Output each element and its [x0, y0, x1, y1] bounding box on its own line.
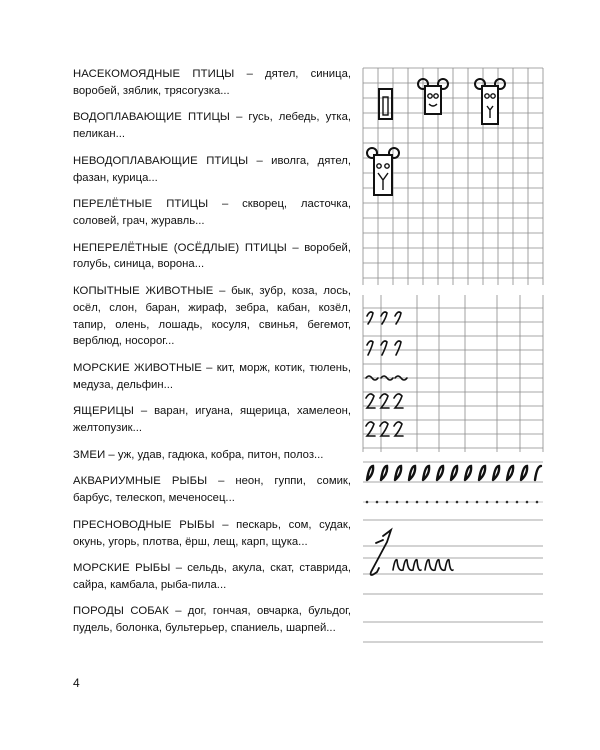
page-number: 4 [73, 676, 80, 690]
vocabulary-entry [73, 66, 351, 100]
entry-examples: кит, морж, котик, тюлень, медуза, дельфин... [73, 361, 351, 391]
entry-separator: – [168, 605, 188, 618]
vocabulary-entry [73, 240, 351, 274]
entry-category: ПЕРЕЛЁТНЫЕ ПТИЦЫ [73, 198, 209, 211]
vocabulary-entry [73, 196, 351, 230]
entry-examples: гусь, лебедь, утка, пеликан... [73, 111, 351, 141]
entry-examples: пескарь, сом, судак, окунь, угорь, плотва, ёрш, лещ, карп, щука... [73, 518, 352, 548]
entry-separator: – [234, 68, 266, 80]
handwriting-practice-area [361, 60, 547, 660]
entry-category: ЯЩЕРИЦЫ [73, 405, 134, 418]
entry-category: ПОРОДЫ СОБАК [73, 605, 169, 618]
cursive-sh-strokes [393, 560, 453, 571]
handwriting-strokes [366, 312, 407, 436]
entry-examples: дятел, синица, воробей, зяблик, трясогузка... [73, 68, 351, 97]
entry-examples: бык, зубр, коза, лось, осёл, слон, баран, жираф, зебра, кабан, козёл, тапир, олень, лошадь, косуля, свинья, бегемот, верблюд, носорог... [73, 284, 352, 348]
entry-category: ВОДОПЛАВАЮЩИЕ ПТИЦЫ [73, 111, 231, 124]
vocabulary-entry [73, 603, 351, 637]
entry-examples: иволга, дятел, фазан, курица... [73, 154, 351, 184]
entry-separator: – [105, 448, 118, 461]
entry-separator: – [286, 241, 305, 254]
vocabulary-entry [73, 447, 351, 464]
vocabulary-entry [73, 403, 351, 437]
entry-examples: уж, удав, гадюка, кобра, питон, полоз... [117, 448, 324, 461]
entry-category: НАСЕКОМОЯДНЫЕ ПТИЦЫ [73, 68, 235, 80]
entry-category: АКВАРИУМНЫЕ РЫБЫ [73, 475, 208, 488]
entry-separator: – [207, 475, 236, 488]
entry-separator: – [208, 198, 243, 211]
entry-separator: – [230, 111, 249, 124]
vocabulary-entry [73, 283, 351, 350]
vocabulary-entry [73, 473, 351, 507]
entry-separator: – [214, 518, 237, 531]
cursive-l-strokes [367, 466, 541, 480]
vocabulary-entry [73, 360, 351, 394]
entry-category: НЕВОДОПЛАВАЮЩИЕ ПТИЦЫ [73, 154, 249, 167]
vocabulary-entry [73, 109, 351, 143]
entry-category: НЕПЕРЕЛЁТНЫЕ (ОСЁДЛЫЕ) ПТИЦЫ [73, 241, 287, 254]
entry-category: КОПЫТНЫЕ ЖИВОТНЫЕ [73, 284, 214, 297]
quill-drawing [371, 530, 391, 575]
entry-examples: неон, гуппи, сомик, барбус, телескоп, меченосец... [73, 475, 351, 505]
entry-separator: – [248, 154, 272, 167]
entry-examples: дог, гончая, овчарка, бульдог, пудель, болонка, бультерьер, спаниель, шарпей... [73, 605, 352, 635]
entry-examples: скворец, ласточка, соловей, грач, журавль... [73, 198, 351, 227]
entry-separator: – [213, 284, 232, 297]
vocabulary-list [73, 66, 351, 647]
entry-category: МОРСКИЕ РЫБЫ [73, 562, 171, 575]
entry-separator: – [134, 405, 155, 418]
entry-separator: – [201, 361, 217, 374]
entry-category: МОРСКИЕ ЖИВОТНЫЕ [73, 361, 202, 374]
entry-category: ПРЕСНОВОДНЫЕ РЫБЫ [73, 518, 215, 531]
entry-examples: варан, игуана, ящерица, хамелеон, желтопузик... [73, 405, 352, 435]
lined-rows [363, 295, 543, 452]
entry-separator: – [170, 562, 188, 575]
lower-ruled-lines [363, 520, 543, 642]
vocabulary-entry [73, 560, 351, 594]
entry-category: ЗМЕИ [73, 448, 106, 461]
grid-drawings [367, 79, 505, 195]
entry-examples: воробей, голубь, синица, ворона... [73, 241, 351, 271]
vocabulary-entry [73, 517, 351, 551]
practice-grid [361, 60, 547, 660]
vocabulary-entry [73, 153, 351, 187]
entry-examples: сельдь, акула, скат, ставрида, сайра, камбала, рыба-пила... [73, 562, 351, 591]
